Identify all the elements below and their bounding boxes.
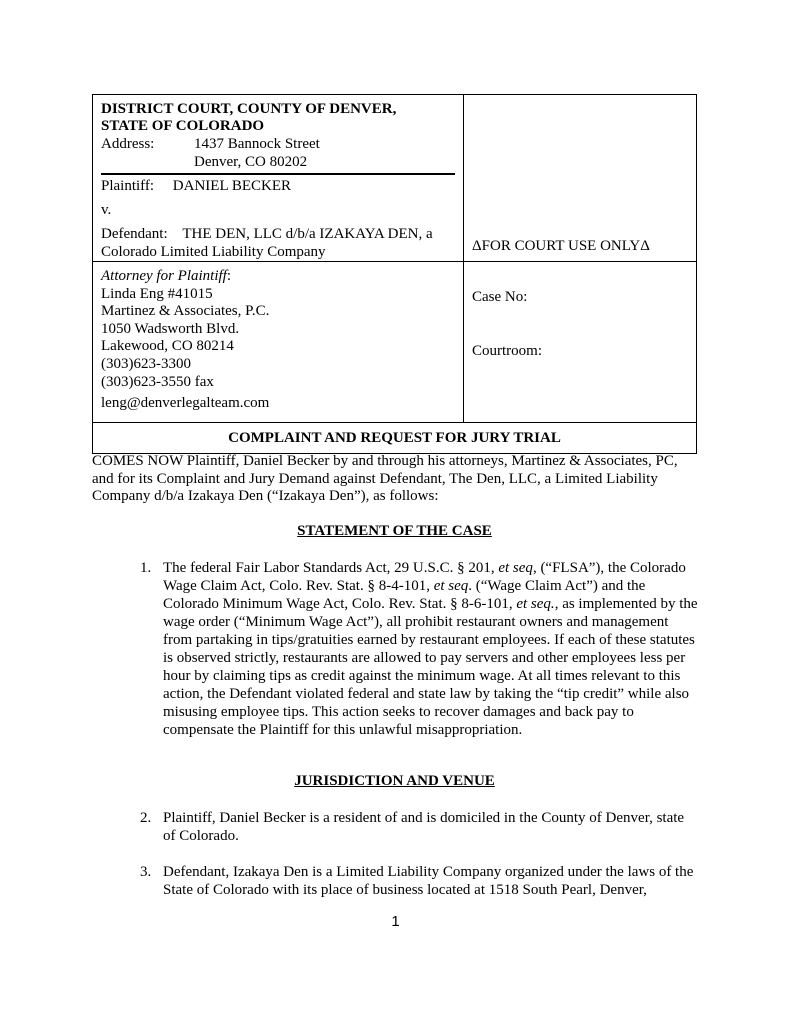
courtroom-label: Courtroom:: [472, 343, 542, 359]
attorney-city: Lakewood, CO 80214: [101, 338, 234, 355]
case-caption-table: [92, 94, 697, 454]
case-number-label: Case No:: [472, 289, 528, 305]
jurisdiction-heading: JURISDICTION AND VENUE: [294, 773, 495, 789]
versus-line: v.: [101, 202, 112, 218]
court-use-cell: [464, 95, 696, 261]
court-use-only: ΔFOR COURT USE ONLYΔ: [472, 238, 650, 254]
page-number: 1: [391, 913, 400, 930]
attorney-label: Attorney for Plaintiff: [101, 268, 227, 284]
attorney-email: leng@denverlegalteam.com: [101, 395, 270, 412]
attorney-cell: [93, 262, 464, 422]
text-run: The federal Fair Labor Standards Act, 29 U.S.C. § 201,: [163, 560, 499, 576]
caption-row-attorney: [93, 262, 696, 423]
paragraph-number: 1.: [140, 560, 152, 576]
intro-paragraph: COMES NOW Plaintiff, Daniel Becker by and through his attorneys, Martinez & Associates, PC, and for its Complaint and Jury Demand against Defendant, The Den, LLC, a Limited Liability Company d/b/a Izakaya Den (“Izakaya Den”), as follows:: [92, 453, 678, 504]
address-label: Address:: [101, 136, 155, 152]
paragraph-text: Plaintiff, Daniel Becker is a resident of and is domiciled in the County of Denver, state of Colorado.: [163, 810, 685, 844]
attorney-label-line: [101, 268, 463, 286]
text-run: , as implemented by the wage order (“Minimum Wage Act”), all prohibit restaurant owners and management from partaking in tips/gratuities earned by restaurant employees. If each of these statutes is observed strictly, restaurants are allowed to pay servers and other employees less per hour by claiming tips as credit against the minimum wage. At all times relevant to this action, the Defendant violated federal and state law by taking the “tip credit” while also misusing employee tips. This action seeks to recover damages and back pay to compensate the Plaintiff for this unlawful misappropriation.: [163, 596, 698, 738]
address-line2: Denver, CO 80202: [194, 154, 308, 170]
paragraph-text: Defendant, Izakaya Den is a Limited Liability Company organized under the laws of the State of Colorado with its place of business located at 1518 South Pearl, Denver,: [163, 864, 694, 898]
attorney-firm: Martinez & Associates, P.C.: [101, 303, 270, 320]
address-line1: 1437 Bannock Street: [194, 136, 320, 152]
case-info-cell: [464, 262, 696, 422]
text-run: , (“FLSA”), the Colorado Wage Claim Act, Colo. Rev. Stat. § 8-4-101,: [163, 560, 686, 594]
paragraph-number: 3.: [140, 864, 152, 880]
paragraph-1: [140, 559, 700, 739]
court-address-2: [101, 153, 463, 171]
address-spacer: [101, 153, 194, 171]
attorney-name: Linda Eng #41015: [101, 285, 213, 302]
paragraph-number: 2.: [140, 810, 152, 826]
citation-italic: et seq: [433, 578, 469, 594]
plaintiff-line: Plaintiff: DANIEL BECKER: [101, 178, 291, 194]
caption-divider: [101, 173, 455, 175]
attorney-street: 1050 Wadsworth Blvd.: [101, 320, 240, 337]
document-title: COMPLAINT AND REQUEST FOR JURY TRIAL: [228, 429, 561, 446]
statement-heading: STATEMENT OF THE CASE: [297, 523, 492, 539]
citation-italic: et seq: [498, 560, 533, 576]
paragraph-3: [140, 863, 700, 899]
text-run: . (“Wage Claim Act”) and the Colorado Minimum Wage Act, Colo. Rev. Stat. § 8-6-101,: [163, 578, 646, 612]
caption-row-court: [93, 95, 696, 262]
attorney-phone: (303)623-3300: [101, 355, 191, 372]
court-name-line1: DISTRICT COURT, COUNTY OF DENVER,: [101, 101, 397, 117]
court-address: [101, 135, 463, 153]
paragraph-text: [163, 559, 700, 739]
attorney-fax: (303)623-3550 fax: [101, 373, 214, 390]
court-name-line2: STATE OF COLORADO: [101, 118, 265, 134]
paragraph-2: [140, 809, 700, 845]
citation-italic: et seq.: [516, 596, 555, 612]
defendant-line2: Colorado Limited Liability Company: [101, 244, 326, 260]
attorney-colon: :: [226, 268, 231, 284]
defendant-line1: Defendant: THE DEN, LLC d/b/a IZAKAYA DEN, a: [101, 226, 433, 242]
court-cell: [93, 95, 464, 261]
